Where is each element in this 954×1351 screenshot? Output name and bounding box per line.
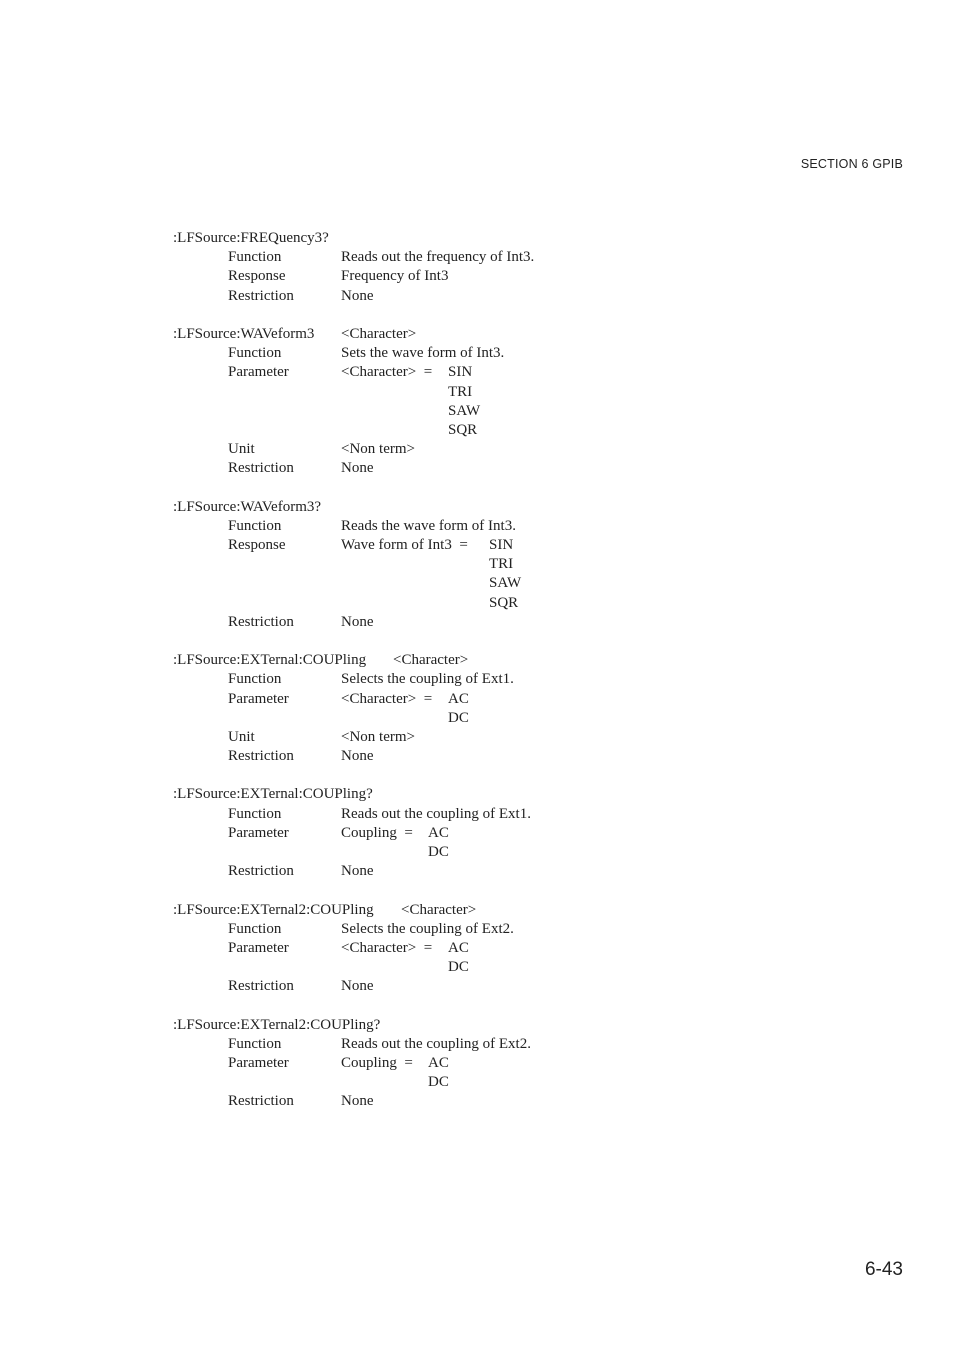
command-name: :LFSource:EXTernal2:COUPling? [173,1016,381,1033]
function-label: Function [228,249,282,266]
command-name: :LFSource:EXTernal2:COUPling [173,901,374,918]
function-text: Reads out the coupling of Ext2. [341,1035,531,1052]
restriction-text: None [341,863,374,880]
parameter-label: Parameter [228,939,289,956]
parameter-label: Parameter [228,364,289,381]
option-value: SAW [489,575,522,592]
option-value: TRI [448,383,473,400]
parameter-label: Parameter [228,824,289,841]
restriction-label: Restriction [228,978,294,995]
restriction-label: Restriction [228,1093,294,1110]
parameter-label: Parameter [228,1055,289,1072]
command-argument: <Character> [341,325,417,342]
response-text: Wave form of Int3 = [341,537,468,553]
function-label: Function [228,517,282,534]
function-label: Function [228,1035,282,1052]
command-name: :LFSource:WAVeform3 [173,325,315,342]
restriction-text: None [341,460,374,477]
restriction-label: Restriction [228,287,294,304]
unit-label: Unit [228,441,255,458]
command-name: :LFSource:EXTernal:COUPling? [173,786,373,803]
parameter-label: Parameter [228,690,289,707]
parameter-text: Coupling = [341,824,413,841]
page-number: 6-43 [864,1259,903,1280]
restriction-text: None [341,287,374,304]
option-value: DC [428,844,449,860]
option-value: AC [448,939,469,956]
command-argument: <Character> [393,652,469,669]
function-text: Sets the wave form of Int3. [341,345,505,362]
function-text: Selects the coupling of Ext1. [341,671,514,688]
parameter-text: Coupling = [341,1055,413,1072]
unit-text: <Non term> [341,441,415,458]
option-value: TRI [489,556,514,573]
command-name: :LFSource:FREQuency3? [173,230,329,246]
function-label: Function [228,671,282,688]
function-label: Function [228,345,282,362]
parameter-text: <Character> = [341,690,433,707]
restriction-text: None [341,978,374,995]
option-value: AC [428,1055,449,1072]
option-value: SQR [448,421,478,438]
response-label: Response [228,537,286,553]
restriction-label: Restriction [228,748,294,765]
option-value: DC [448,959,469,976]
option-value: AC [448,690,469,707]
option-value: DC [428,1074,449,1091]
option-value: AC [428,824,449,841]
restriction-text: None [341,1093,374,1110]
option-value: SIN [489,537,514,553]
section-header: SECTION 6 GPIB [800,157,903,171]
unit-label: Unit [228,728,255,745]
unit-text: <Non term> [341,728,415,745]
command-argument: <Character> [401,901,477,918]
restriction-label: Restriction [228,863,294,880]
command-name: :LFSource:EXTernal:COUPling [173,652,367,669]
restriction-label: Restriction [228,613,294,630]
option-value: SQR [489,594,519,611]
function-label: Function [228,805,282,822]
function-text: Reads the wave form of Int3. [341,517,516,534]
command-name: :LFSource:WAVeform3? [173,498,322,515]
option-value: SAW [448,402,481,419]
restriction-text: None [341,748,374,765]
option-value: DC [448,709,469,726]
response-label: Response [228,268,286,285]
option-value: SIN [448,364,473,381]
restriction-text: None [341,613,374,630]
function-text: Reads out the coupling of Ext1. [341,805,531,822]
function-label: Function [228,920,282,937]
response-text: Frequency of Int3 [341,268,449,285]
restriction-label: Restriction [228,460,294,477]
parameter-text: <Character> = [341,364,433,381]
function-text: Reads out the frequency of Int3. [341,249,535,266]
function-text: Selects the coupling of Ext2. [341,920,514,937]
parameter-text: <Character> = [341,939,433,956]
